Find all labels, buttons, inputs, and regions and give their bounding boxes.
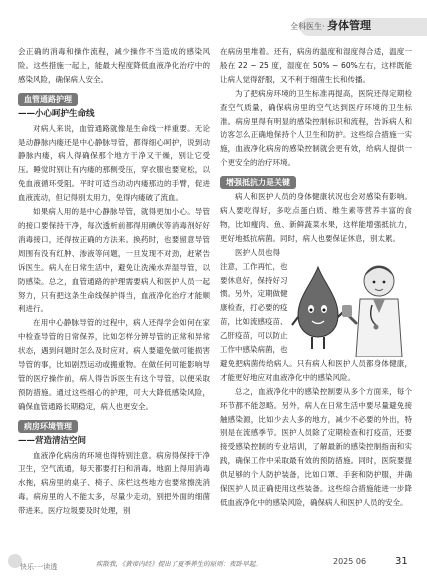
- wrapped-line: 康检查，打必要的疫: [220, 303, 288, 313]
- page-header: [0, 0, 427, 45]
- wrapped-line: 医护人员也得: [235, 247, 280, 257]
- wrapped-line: 乙肝疫苗，可以防止: [220, 331, 288, 341]
- body-paragraph: 对病人来说，血管通路就像是生命线一样重要。无论是动静脉内瘘还是中心静脉导管，都得细心呵护，说到动静脉内瘘，病人得确保那个地方干净又干燥，别让它受压。睡觉时别让有内瘘的那侧受压，穿衣服也要宽松，以免血液循环受阻。平时可适当动动内瘘那边的手臂，促进血液流动，但记得别太用力，免得内瘘破了流血。: [18, 123, 210, 203]
- body-paragraph: 避免把病菌传给病人。只有病人和医护人员都身体健康，才能更好地应对血液净化中的感染风险。: [220, 358, 412, 382]
- issue-date: 2025 06: [333, 557, 367, 566]
- section-血管通路: [18, 87, 210, 122]
- section-subtitle: ——营造清洁空间: [18, 435, 87, 446]
- footer-brand: 快乐·一读透: [20, 563, 58, 571]
- footer-quote: 疾散我，《黄帝内经》提出了夏季养生的原则：夜卧早起。: [96, 560, 262, 568]
- body-paragraph: 在病房里堆着。还有，病房的温度和湿度得合适，温度一般在 22 ~ 25 度，湿度在 50% ~ 60%左右，这样既能让病人觉得舒服，又不利于细菌生长和传播。: [220, 47, 412, 84]
- body-paragraph: 血液净化病房的环境也得特别注意。病房得保持干净卫生，空气流通，每天都要打扫和消毒。地面上得用消毒水拖，病房里的桌子、椅子、床栏这些地方也要常擦洗消毒。病房里的人不能太多，尽量少走动，别把外面的细菌带进来。医疗垃圾要及时处理，别: [18, 450, 210, 516]
- section-tag: 增强抵抗力是关键: [220, 176, 296, 189]
- wrapped-line: 要休息好，保持好习: [220, 275, 288, 285]
- section-subtitle: ——小心呵护生命线: [18, 108, 95, 119]
- left-column: [18, 45, 210, 518]
- wrapped-line: 惯。另外，定期做健: [220, 289, 288, 299]
- body-paragraph: 在用中心静脉导管的过程中，病人还得学会如何在家中检查导管的日常保养，比如怎样分辨导管的正常和异常状态，遇到问题时怎么及时应对。病人要避免做可能损害导管的事，比如剧烈运动或搬重物。在做任何可能影响导管的医疗操作前，病人得告诉医生有这个导管，以便采取预防措施。通过这些细心的护理，可大大降低感染风险，确保血管通路长期稳定，病人也更安全。: [18, 318, 210, 411]
- blood-drop-icon: [292, 267, 344, 349]
- wrapped-text-block: [220, 246, 288, 357]
- body-paragraph: 为了把病房环境的卫生标准再提高，医院还得定期检查空气质量，确保病房里的空气达到医疗环境的卫生标准。病房里得有明显的感染控制标识和流程，告诉病人和访客怎么正确地保持个人卫生和防护。这些综合措施一实施，血液净化病房的感染控制就会更有效，给病人提供一个更安全的治疗环境。: [220, 88, 412, 168]
- doctor-icon: [342, 266, 402, 357]
- section-tag: 血管通路护理: [18, 93, 78, 106]
- body-paragraph: 如果病人用的是中心静脉导管，就得更加小心。导管的接口要保持干净，每次透析前都得用碘伏等消毒剂好好消毒接口，还得按正确的方法来。换药时，也要留意导管周围有没有红肿、渗液等问题，一旦发现不对劲，赶紧告诉医生。病人在日常生活中，避免让洗澡水弄湿导管，以防感染。总之，血管通路的护理需要病人和医护人员一起努力，只有把这条生命线保护得当，血液净化治疗才能顺利进行。: [18, 207, 210, 314]
- body-paragraph: 病人和医护人员的身体健康状况也会对感染有影响。病人要吃得好，多吃点蛋白质、维生素等营养丰富的食物，比如瘦肉、鱼、新鲜蔬菜水果，这样能增强抵抗力，更好地抵抗病菌。同时，病人也要保证休息，别太累。: [220, 192, 412, 243]
- header-section: 全科医生·: [290, 22, 325, 31]
- section-病房环境: [18, 414, 210, 449]
- header-title: 身体管理: [327, 19, 371, 32]
- body-paragraph: 总之，血液净化中的感染控制要从多个方面来，每个环节都不能忽略。另外，病人在日常生活中要尽量避免接触感染源，比如少去人多的地方，减少不必要的外出，特别是在流感季节。医护人员除了定期检查和打疫苗，还要接受感染控制的专业培训，了解最新的感染控制指南和实践，确保工作中采取最有效的预防措施。同时，医院要提供足够的个人防护装备，比如口罩、手套和防护服，并确保医护人员正确使用这些装备。这些综合措施能进一步降低血液净化中的感染风险，确保病人和医护人员的安全。: [220, 386, 412, 507]
- blood-drop-doctor-illustration: [290, 253, 405, 357]
- wrapped-line: 注意，工作再忙，也: [220, 261, 288, 271]
- page-number: 31: [395, 556, 408, 567]
- intro-paragraph: 会正确的消毒和操作流程，减少操作不当造成的感染风险。这些措施一起上，能最大程度降低血液净化治疗中的感染风险，确保病人安全。: [18, 47, 210, 84]
- wrapped-line: 工作中感染病菌，也: [220, 345, 288, 355]
- section-tag: 病房环境管理: [18, 420, 78, 433]
- wrapped-line: 苗，比如流感疫苗、: [220, 317, 288, 327]
- page-footer: [0, 544, 427, 583]
